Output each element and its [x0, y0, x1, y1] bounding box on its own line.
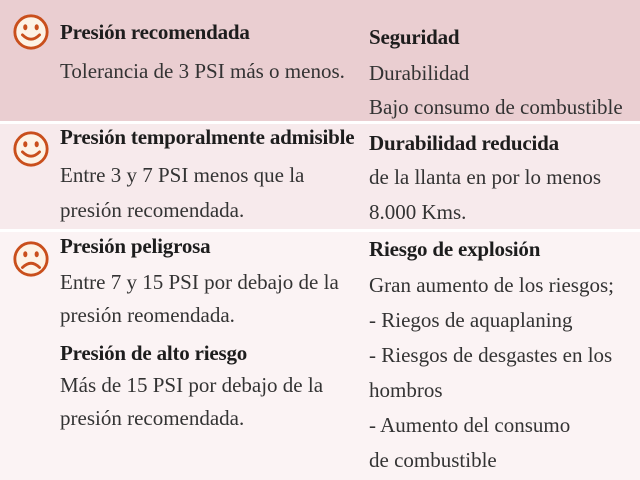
right-line: Bajo consumo de combustible: [369, 95, 623, 119]
left-title: Presión recomendada: [60, 20, 250, 44]
right-line: 8.000 Kms.: [369, 200, 467, 224]
right-line: de combustible: [369, 448, 497, 472]
right-line: - Riegos de aquaplaning: [369, 308, 573, 332]
row-divider: [0, 121, 640, 124]
left-line: Más de 15 PSI por debajo de la: [60, 373, 324, 397]
left-line: presión recomendada.: [60, 406, 245, 430]
left-title: Presión peligrosa: [60, 234, 211, 258]
right-line: - Riesgos de desgastes en los: [369, 343, 613, 367]
right-line: de la llanta en por lo menos: [369, 165, 602, 189]
left-line: Entre 7 y 15 PSI por debajo de la: [60, 270, 339, 294]
left-title-secondary: Presión de alto riesgo: [60, 341, 248, 365]
left-line: presión recomendada.: [60, 198, 245, 222]
left-line: Tolerancia de 3 PSI más o menos.: [60, 59, 345, 83]
sad-face-icon: [12, 240, 50, 278]
right-title: Riesgo de explosión: [369, 237, 541, 261]
right-title: Durabilidad reducida: [369, 131, 559, 155]
right-line: Gran aumento de los riesgos;: [369, 273, 614, 297]
right-line: Durabilidad: [369, 61, 470, 85]
happy-face-icon: [12, 130, 50, 168]
right-line: hombros: [369, 378, 443, 402]
happy-face-icon: [12, 13, 50, 51]
row-divider: [0, 229, 640, 232]
left-line: Entre 3 y 7 PSI menos que la: [60, 163, 305, 187]
left-title: Presión temporalmente admisible: [60, 125, 355, 149]
right-line: - Aumento del consumo: [369, 413, 571, 437]
right-title: Seguridad: [369, 25, 460, 49]
left-line: presión reomendada.: [60, 303, 235, 327]
